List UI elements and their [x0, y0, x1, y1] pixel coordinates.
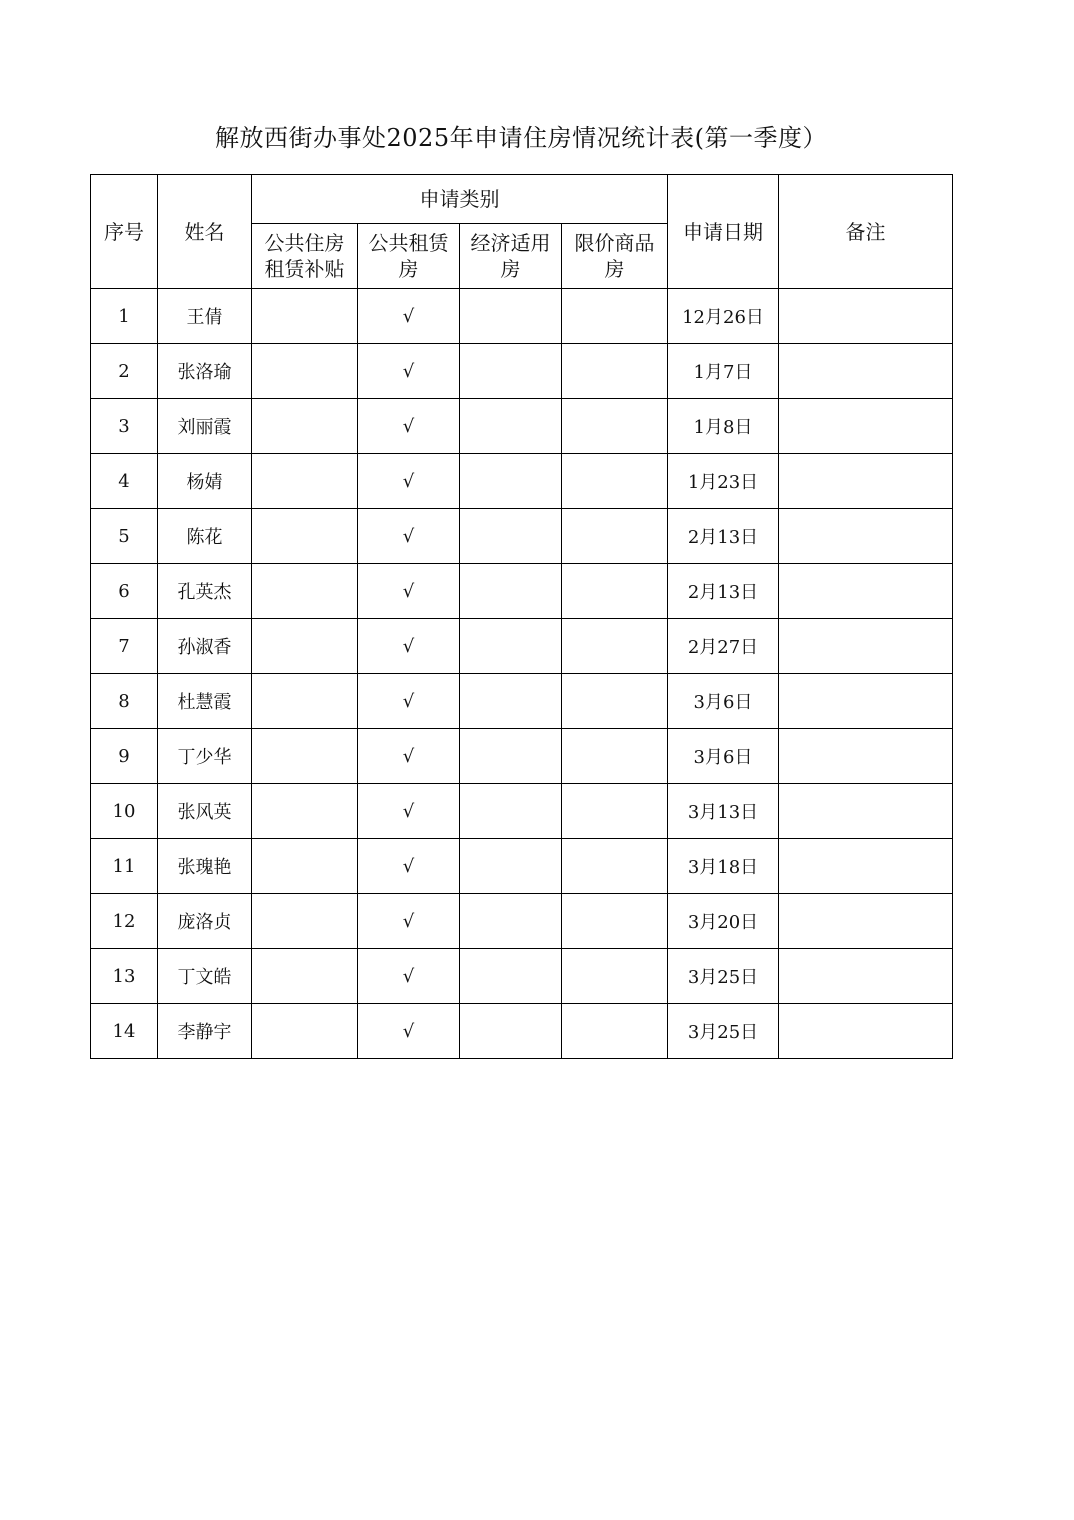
- table-row: [91, 399, 953, 454]
- cell-category: [460, 619, 562, 674]
- cell-category: [460, 1004, 562, 1059]
- cell-category: [562, 784, 668, 839]
- cell-date: 2月13日: [668, 564, 779, 619]
- cell-category: [252, 784, 358, 839]
- cell-category: [562, 619, 668, 674]
- cell-seq: 10: [91, 784, 158, 839]
- cell-note: [779, 894, 953, 949]
- cell-category-checked: √: [358, 894, 460, 949]
- cell-category: [252, 674, 358, 729]
- cell-date: 2月13日: [668, 509, 779, 564]
- cell-category-checked: √: [358, 729, 460, 784]
- cell-date: 2月27日: [668, 619, 779, 674]
- cell-category: [252, 729, 358, 784]
- cell-name: 陈花: [158, 509, 252, 564]
- cell-name: 刘丽霞: [158, 399, 252, 454]
- cell-name: 张瑰艳: [158, 839, 252, 894]
- header-category-label: 公共住房租赁补贴: [264, 231, 345, 281]
- cell-category: [562, 674, 668, 729]
- cell-date: 3月20日: [668, 894, 779, 949]
- cell-date: 3月18日: [668, 839, 779, 894]
- cell-category: [460, 729, 562, 784]
- header-date: 申请日期: [668, 175, 779, 289]
- cell-seq: 9: [91, 729, 158, 784]
- header-category-label: 经济适用房: [470, 231, 551, 281]
- header-category-price-limited: [562, 224, 668, 289]
- table-row: [91, 509, 953, 564]
- cell-note: [779, 344, 953, 399]
- header-note: 备注: [779, 175, 953, 289]
- cell-seq: 14: [91, 1004, 158, 1059]
- cell-category-checked: √: [358, 1004, 460, 1059]
- cell-category: [252, 344, 358, 399]
- cell-seq: 2: [91, 344, 158, 399]
- cell-category: [460, 784, 562, 839]
- cell-category-checked: √: [358, 674, 460, 729]
- cell-category: [252, 289, 358, 344]
- cell-name: 杨婧: [158, 454, 252, 509]
- cell-category: [562, 564, 668, 619]
- header-category-rent-subsidy: [252, 224, 358, 289]
- cell-category-checked: √: [358, 344, 460, 399]
- cell-note: [779, 289, 953, 344]
- cell-category-checked: √: [358, 784, 460, 839]
- table-row: [91, 674, 953, 729]
- cell-date: 3月13日: [668, 784, 779, 839]
- cell-date: 3月6日: [668, 729, 779, 784]
- cell-date: 1月23日: [668, 454, 779, 509]
- cell-category: [460, 289, 562, 344]
- cell-note: [779, 674, 953, 729]
- cell-category: [252, 619, 358, 674]
- table-row: [91, 839, 953, 894]
- header-category-label: 限价商品房: [574, 231, 655, 281]
- cell-category: [252, 894, 358, 949]
- cell-category: [562, 894, 668, 949]
- cell-note: [779, 784, 953, 839]
- cell-seq: 11: [91, 839, 158, 894]
- cell-note: [779, 399, 953, 454]
- cell-name: 丁文皓: [158, 949, 252, 1004]
- cell-category: [460, 894, 562, 949]
- cell-name: 丁少华: [158, 729, 252, 784]
- table-row: [91, 564, 953, 619]
- cell-category: [562, 454, 668, 509]
- cell-category-checked: √: [358, 619, 460, 674]
- cell-category: [460, 399, 562, 454]
- cell-category: [460, 454, 562, 509]
- cell-category: [252, 1004, 358, 1059]
- table-row: [91, 729, 953, 784]
- cell-category: [252, 399, 358, 454]
- cell-category: [562, 729, 668, 784]
- cell-date: 12月26日: [668, 289, 779, 344]
- cell-name: 李静宇: [158, 1004, 252, 1059]
- cell-note: [779, 564, 953, 619]
- page-title: 解放西街办事处2025年申请住房情况统计表(第一季度）: [215, 124, 827, 152]
- cell-seq: 6: [91, 564, 158, 619]
- header-seq: 序号: [91, 175, 158, 289]
- cell-name: 杜慧霞: [158, 674, 252, 729]
- cell-date: 3月6日: [668, 674, 779, 729]
- cell-category: [252, 509, 358, 564]
- cell-seq: 13: [91, 949, 158, 1004]
- cell-category: [460, 674, 562, 729]
- table-row: [91, 289, 953, 344]
- cell-note: [779, 839, 953, 894]
- cell-note: [779, 1004, 953, 1059]
- cell-category: [562, 839, 668, 894]
- cell-category: [562, 949, 668, 1004]
- cell-category-checked: √: [358, 399, 460, 454]
- cell-seq: 3: [91, 399, 158, 454]
- cell-category-checked: √: [358, 949, 460, 1004]
- cell-category-checked: √: [358, 289, 460, 344]
- header-name: 姓名: [158, 175, 252, 289]
- table-row: [91, 784, 953, 839]
- cell-date: 3月25日: [668, 1004, 779, 1059]
- cell-category: [460, 949, 562, 1004]
- header-category-affordable: [460, 224, 562, 289]
- table-row: [91, 619, 953, 674]
- cell-category: [562, 509, 668, 564]
- cell-date: 1月8日: [668, 399, 779, 454]
- cell-seq: 4: [91, 454, 158, 509]
- cell-category: [562, 344, 668, 399]
- cell-seq: 7: [91, 619, 158, 674]
- cell-name: 张洛瑜: [158, 344, 252, 399]
- cell-category: [252, 564, 358, 619]
- cell-name: 王倩: [158, 289, 252, 344]
- cell-category: [460, 344, 562, 399]
- cell-seq: 5: [91, 509, 158, 564]
- cell-date: 1月7日: [668, 344, 779, 399]
- cell-seq: 12: [91, 894, 158, 949]
- cell-category: [460, 839, 562, 894]
- cell-category-checked: √: [358, 839, 460, 894]
- cell-category-checked: √: [358, 564, 460, 619]
- table-row: [91, 1004, 953, 1059]
- table-row: [91, 344, 953, 399]
- cell-category: [460, 509, 562, 564]
- cell-category: [252, 949, 358, 1004]
- cell-category-checked: √: [358, 509, 460, 564]
- cell-name: 孔英杰: [158, 564, 252, 619]
- cell-note: [779, 454, 953, 509]
- table-row: [91, 949, 953, 1004]
- cell-category-checked: √: [358, 454, 460, 509]
- cell-name: 庞洛贞: [158, 894, 252, 949]
- header-category-label: 公共租赁房: [368, 231, 449, 281]
- cell-seq: 8: [91, 674, 158, 729]
- cell-note: [779, 949, 953, 1004]
- cell-category: [562, 399, 668, 454]
- cell-category: [252, 454, 358, 509]
- header-category-public-rental: [358, 224, 460, 289]
- cell-seq: 1: [91, 289, 158, 344]
- table-row: [91, 894, 953, 949]
- cell-category: [252, 839, 358, 894]
- cell-name: 孙淑香: [158, 619, 252, 674]
- table-row: [91, 454, 953, 509]
- cell-note: [779, 509, 953, 564]
- cell-note: [779, 619, 953, 674]
- cell-note: [779, 729, 953, 784]
- cell-category: [460, 564, 562, 619]
- table-body: [91, 289, 953, 1059]
- cell-category: [562, 289, 668, 344]
- housing-application-table: [90, 174, 953, 1059]
- cell-category: [562, 1004, 668, 1059]
- cell-name: 张风英: [158, 784, 252, 839]
- cell-date: 3月25日: [668, 949, 779, 1004]
- header-category-group: 申请类别: [252, 175, 668, 224]
